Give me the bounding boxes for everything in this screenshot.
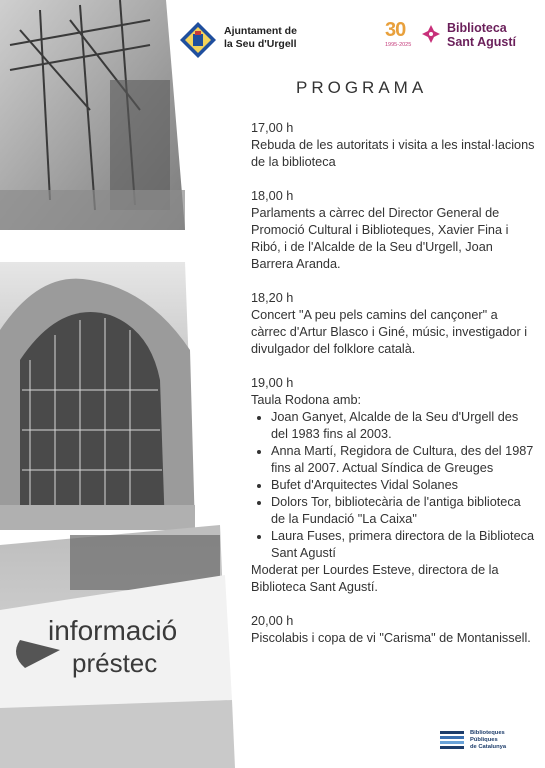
program-time: 18,20 h (251, 291, 294, 305)
program-item (251, 613, 536, 647)
ajuntament-shield-icon (178, 20, 218, 60)
participant-item: • Bufet d'Arquitectes Vidal Solanes (271, 477, 536, 494)
participant-item: • Laura Fuses, primera directora de la Biblioteca Sant Agustí (271, 528, 536, 562)
page-title: PROGRAMA (296, 78, 428, 97)
program-text: Concert "A peu pels camins del cançoner" a càrrec d'Artur Blasco i Giné, músic, investigador i divulgador del folklore català. (251, 308, 528, 356)
pub-line2: Públiques (470, 737, 498, 743)
program-item (251, 188, 536, 273)
biblioteca-line2: Sant Agustí (447, 35, 516, 49)
ajuntament-line1: Ajuntament de (224, 25, 297, 37)
program-time: 17,00 h (251, 121, 294, 135)
program-text: Rebuda de les autoritats i visita a les instal·lacions de la biblioteca (251, 138, 535, 169)
biblioteca-logo (385, 20, 535, 56)
program-text: Parlaments a càrrec del Director General de Promoció Cultural i Biblioteques, Xavier Fina i Ribó, i de l'Alcalde de la Seu d'Urgell, Joan Barrera Aranda. (251, 206, 509, 271)
moderator-text: Moderat per Lourdes Esteve, directora de la Biblioteca Sant Agustí. (251, 563, 499, 594)
anniversary-number: 30 (385, 19, 406, 41)
signage-informacio: informació (48, 615, 178, 646)
program-list (251, 120, 536, 664)
biblioteca-cross-icon (422, 25, 440, 43)
program-item (251, 375, 536, 596)
pub-line3: de Catalunya (470, 744, 507, 750)
biblioteca-line1: Biblioteca (447, 21, 507, 35)
pub-line1: Biblioteques (470, 730, 505, 736)
photo-info-desk (0, 525, 235, 768)
biblioteques-publiques-icon (440, 728, 466, 752)
round-table-participants (251, 409, 536, 562)
program-item (251, 290, 536, 358)
program-text: Piscolabis i copa de vi "Carisma" de Montanissell. (251, 631, 531, 645)
program-item (251, 120, 536, 171)
signage-prestec: préstec (72, 648, 158, 678)
participant-item: • Anna Martí, Regidora de Cultura, des del 1987 fins al 2007. Actual Síndica de Greuges (271, 443, 536, 477)
ajuntament-logo (178, 20, 308, 58)
ajuntament-line2: la Seu d'Urgell (224, 38, 297, 50)
program-text: Taula Rodona amb: (251, 393, 362, 407)
biblioteques-publiques-logo (440, 728, 520, 754)
program-time: 19,00 h (251, 376, 294, 390)
participant-item: • Joan Ganyet, Alcalde de la Seu d'Urgell des del 1983 fins al 2003. (271, 409, 536, 443)
photo-glass-building (0, 262, 195, 530)
program-time: 20,00 h (251, 614, 294, 628)
photo-construction (0, 0, 185, 230)
anniversary-years: 1995-2025 (385, 42, 412, 48)
program-time: 18,00 h (251, 189, 294, 203)
participant-item: • Dolors Tor, bibliotecària de l'antiga biblioteca de la Fundació "La Caixa" (271, 494, 536, 528)
